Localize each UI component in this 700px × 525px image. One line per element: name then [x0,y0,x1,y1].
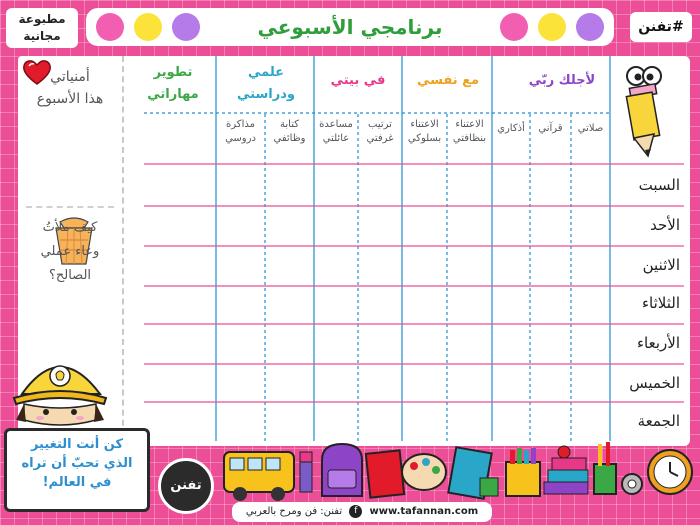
backpack-icon [322,444,362,496]
free-badge-line-1: مطبوعة [18,12,66,26]
tafannan-logo[interactable] [158,458,214,514]
day-friday: الجمعة [637,412,680,430]
category-for-my-lord [514,72,610,89]
subcol-family: مساعدة عائلتي [319,119,353,144]
title-banner [86,8,614,46]
tape-icon [622,474,642,494]
subcol-prayer: صلاتي [577,123,604,134]
quote-line-3: في العالم! [42,475,112,490]
table-grid [124,56,690,446]
school-bus-icon [224,452,294,501]
category-with-myself [404,72,492,89]
glue-stick-icon [300,452,312,492]
books-stack-icon [544,446,588,494]
pencil-character-icon [618,64,670,160]
notebook-icon [366,450,404,497]
pencil-cup-icon [594,442,616,494]
palette-icon [402,454,446,490]
facebook-icon[interactable]: f [349,505,362,518]
subcol-revision: مذاكرة دروسي [225,119,256,144]
day-tuesday: الثلاثاء [641,294,680,312]
category-label: مع نفسي [416,73,480,88]
hashtag-badge: #تفنن [630,12,692,42]
subcol-room: ترتيب غرفتي [366,119,394,144]
free-printable-badge [6,8,78,48]
category-label: تطوير مهاراتي [147,65,199,102]
day-wednesday: الأربعاء [636,334,680,352]
wishes-title-line-1: أمنياتي [50,69,90,85]
wishes-title-line-2: هذا الأسبوع [36,91,104,107]
sidebar-divider [26,206,114,208]
quote-board [4,428,150,512]
alarm-clock-icon [648,450,692,494]
vessel-question-line-3: الصالح؟ [48,268,92,283]
school-supplies-illustration [218,438,698,504]
day-monday: الاثنين [642,256,680,274]
brand-line: تفنن: فن ومرح بالعربي [245,506,343,517]
logo-text: تفنن [170,478,202,493]
subcol-quran: قرآني [538,123,563,134]
crayons-icon [506,448,540,496]
page-title: برنامجي الأسبوعي [257,15,443,39]
vessel-question-line-1: كيف ملأتُ [42,220,98,235]
vessel-question [18,216,122,288]
category-label: لأجلك ربّي [528,73,596,88]
books-icon [448,447,498,499]
subcol-homework: كتابة وظائفي [273,119,306,144]
day-thursday: الخميس [629,374,680,392]
day-saturday: السبت [638,176,680,194]
subcol-adhkar: أذكاري [497,123,525,134]
subcol-cleanliness: الاعتناء بنظافتي [452,119,487,144]
quote-line-1: كن أنت التغيير [30,437,124,452]
footer-credit [232,502,492,522]
girl-character-icon [10,350,110,432]
site-link[interactable]: www.tafannan.com [369,506,479,517]
category-label: في بيتي [330,73,386,88]
category-skills [138,62,208,106]
category-label: علمي ودراستي [237,65,295,102]
category-in-my-home [314,72,402,89]
wishes-title [18,66,122,110]
free-badge-line-2: مجانية [23,29,61,43]
quote-line-2: الذي تحبّ أن تراه [21,456,133,471]
vessel-question-line-2: وعاء عملي [40,244,100,259]
weekly-table-card [124,56,690,446]
day-sunday: الأحد [650,216,680,234]
category-my-studies [228,62,304,106]
subcol-behavior: الاعتناء بسلوكي [407,119,442,144]
